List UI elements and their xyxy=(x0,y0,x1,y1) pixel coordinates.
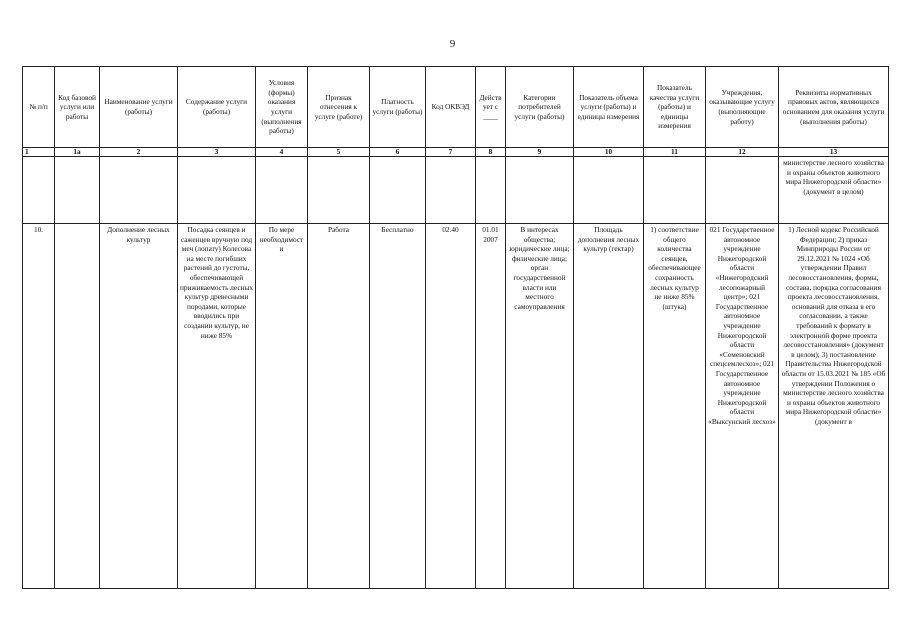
header-cell: Учреждения, оказывающие услугу (выполняющие работу) xyxy=(706,67,779,148)
quality-indicator-cell: 1) соответствие общего количества сеянцев, обеспечивающее сохранность лесных культур не ниже 85% (штука) xyxy=(644,224,706,589)
column-number: 12 xyxy=(706,148,779,157)
column-number: 1 xyxy=(23,148,55,157)
header-cell: Действует с ____ xyxy=(476,67,506,148)
column-number: 11 xyxy=(644,148,706,157)
header-cell: Платность услуги (работы) xyxy=(370,67,426,148)
table-cell xyxy=(100,157,178,224)
column-number: 5 xyxy=(308,148,370,157)
column-number: 2 xyxy=(100,148,178,157)
header-cell: Категории потребителей услуги (работы) xyxy=(506,67,574,148)
header-cell: Код базовой услуги или работы xyxy=(55,67,100,148)
table-cell xyxy=(55,157,100,224)
services-registry-table xyxy=(22,66,889,589)
header-cell: Код ОКВЭД xyxy=(426,67,476,148)
table-cell xyxy=(370,157,426,224)
okved-cell: 02.40 xyxy=(426,224,476,589)
column-number: 6 xyxy=(370,148,426,157)
column-number: 4 xyxy=(256,148,308,157)
acts-continuation-cell: министерстве лесного хозяйства и охраны объектов животного мира Нижегородской области» (документ в целом) xyxy=(779,157,889,224)
table-cell xyxy=(256,157,308,224)
table-cell xyxy=(574,157,644,224)
legal-acts-cell: 1) Лесной кодекс Российской Федерации; 2) приказ Минприроды России от 29.12.2021 № 1024 «Об утверждении Правил лесовосстановления, формы, состава, порядка согласования проекта лесовосстановления, оснований для отказа в его согласовании, а также требований к формату в электронной форме проекта лесовосстановления» (документ в целом); 3) постановление Правительства Нижегородской области от 15.03.2021 № 185 «Об утверждении Положения о министерстве лесного хозяйства и охраны объектов животного мира Нижегородской области» (документ в xyxy=(779,224,889,589)
column-number: 1а xyxy=(55,148,100,157)
institutions-cell: 021 Государственное автономное учреждение Нижегородской области «Нижегородский лесопожарный центр»; 021 Государственное автономное учреждение Нижегородской области «Семеновский спецсемлесхоз»; 021 Государственное автономное учреждение Нижегородской области «Выксунский лесхоз» xyxy=(706,224,779,589)
base-code-cell xyxy=(55,224,100,589)
continuation-row xyxy=(23,157,889,224)
table-cell xyxy=(706,157,779,224)
column-number: 3 xyxy=(178,148,256,157)
column-number: 13 xyxy=(779,148,889,157)
header-cell: Признак отнесения к услуге (работе) xyxy=(308,67,370,148)
column-number: 10 xyxy=(574,148,644,157)
column-number-row xyxy=(23,148,889,157)
attribute-cell: Работа xyxy=(308,224,370,589)
header-row xyxy=(23,67,889,148)
table-row xyxy=(23,224,889,589)
table-cell xyxy=(506,157,574,224)
conditions-cell: По мере необходимости xyxy=(256,224,308,589)
valid-from-cell: 01.01 2007 xyxy=(476,224,506,589)
table-cell xyxy=(308,157,370,224)
table-cell xyxy=(644,157,706,224)
page-number: 9 xyxy=(449,38,456,50)
service-name-cell: Дополнение лесных культур xyxy=(100,224,178,589)
header-cell: Показатель качества услуги (работы) и единицы измерения xyxy=(644,67,706,148)
service-content-cell: Посадка сеянцев и саженцев вручную под меч (лопату) Колесова на месте погибших растений до густоты, обеспечивающей приживаемость лесных культур древесными породами, которые вводились при создании культур, не ниже 85% xyxy=(178,224,256,589)
header-cell: Условия (формы) оказания услуги (выполнения работы) xyxy=(256,67,308,148)
header-cell: Показатель объема услуги (работы) и единицы измерения xyxy=(574,67,644,148)
table-cell xyxy=(178,157,256,224)
column-number: 9 xyxy=(506,148,574,157)
header-cell: Реквизиты нормативных правовых актов, являющихся основанием для оказания услуги (выполнения работы) xyxy=(779,67,889,148)
volume-indicator-cell: Площадь дополнения лесных культур (гектар) xyxy=(574,224,644,589)
consumers-cell: В интересах общества; юридические лица; физические лица; орган государственной власти или местного самоуправления xyxy=(506,224,574,589)
row-number-cell: 10. xyxy=(23,224,55,589)
column-number: 8 xyxy=(476,148,506,157)
payment-cell: Бесплатно xyxy=(370,224,426,589)
table-cell xyxy=(476,157,506,224)
table-cell xyxy=(426,157,476,224)
header-cell: № п/п xyxy=(23,67,55,148)
header-cell: Содержание услуги (работы) xyxy=(178,67,256,148)
table-cell xyxy=(23,157,55,224)
column-number: 7 xyxy=(426,148,476,157)
header-cell: Наименование услуги (работы) xyxy=(100,67,178,148)
